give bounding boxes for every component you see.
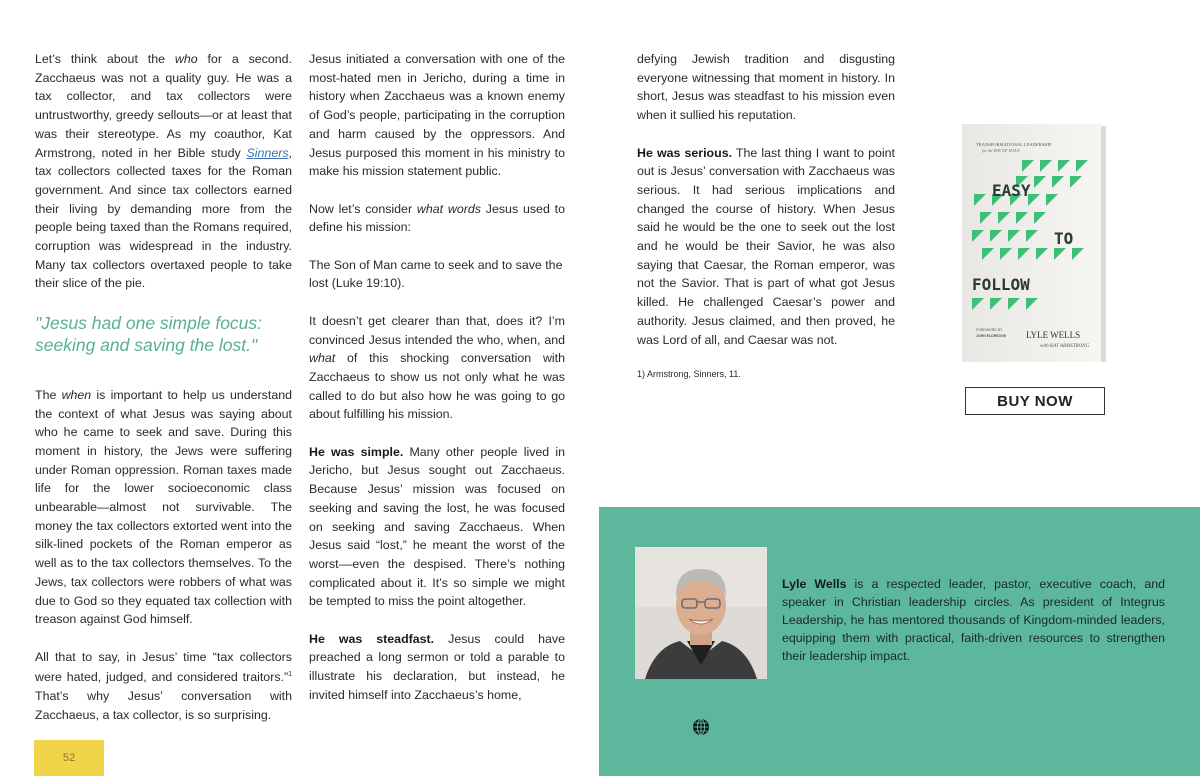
- svg-text:for the WAY OF JESUS: for the WAY OF JESUS: [982, 148, 1020, 153]
- paragraph: Now let’s consider what words Jesus used to define his mission:: [309, 201, 565, 235]
- paragraph: defying Jewish tradition and disgusting everyone witnessing that moment in history. In short, Jesus was steadfast to his mission even when it sullied his reputation.: [637, 52, 895, 123]
- svg-text:TO: TO: [1054, 229, 1074, 248]
- article-column-2: [309, 50, 565, 723]
- footnote-marker: 1: [288, 671, 292, 679]
- globe-icon[interactable]: [692, 718, 710, 736]
- book-cover-image[interactable]: [962, 124, 1106, 362]
- svg-text:FOREWORD BY: FOREWORD BY: [976, 328, 1003, 332]
- paragraph: He was simple. Many other people lived in Jericho, but Jesus sought out Zacchaeus. Because Jesus’ mission was focused on seeking and saving the lost, he was focused on seeking and saving Zacchaeus. When Jesus said “lost,” he meant the worst of the worst––even the despised. There’s nothing complicated about it. It’s so simple we might be tempted to miss the point altogether.: [309, 444, 566, 609]
- article-column-3: [637, 50, 895, 380]
- paragraph: Let’s think about the who for a second. Zacchaeus was not a quality guy. He was a tax collector, and tax collectors were untrustworthy, greedy sellouts—or at least that was their stereotype. As my coauthor, Kat Armstrong, noted in her Bible study Sinners, tax collectors collected taxes for the Roman government. And since tax collectors earned their living by demanding more from the people being taxed than the Romans required, corruption was widespread in the industry. Many tax collectors overtaxed people to take their slice of the pie.: [35, 52, 292, 291]
- paragraph: He was steadfast. Jesus could have preached a long sermon or told a parable to illustrate his declaration, but instead, he invited himself into Zacchaeus’s home,: [309, 631, 565, 702]
- footnote: 1) Armstrong, Sinners, 11.: [637, 368, 741, 379]
- author-name: Lyle Wells: [782, 577, 847, 591]
- svg-text:LYLE WELLS: LYLE WELLS: [1026, 330, 1081, 340]
- paragraph: The when is important to help us understand the context of what Jesus was saying about who he came to seek and save. During this moment in history, the Jews were suffering under Roman oppression. Roman taxes made life for the lower socioeconomic class unbearable—almost not survivable. The money the tax collectors extorted went into the silk-lined pockets of the Roman emperor as well as to the tax collectors themselves. To the Jews, tax collectors were robbers of what was due to God so they equated tax collection with treason against God himself.: [35, 387, 292, 627]
- scripture-quote: The Son of Man came to seek and to save the lost (Luke 19:10).: [309, 257, 563, 291]
- paragraph: It doesn’t get clearer than that, does it? I’m convinced Jesus intended the who, when, and what of this shocking conversation with Zacchaeus to show us not only what he was called to do but also how he was going to go about fulfilling his mission.: [309, 313, 565, 422]
- svg-text:with KAT ARMSTRONG: with KAT ARMSTRONG: [1040, 344, 1090, 349]
- svg-text:EASY: EASY: [992, 181, 1031, 200]
- pull-quote: "Jesus had one simple focus: seeking and saving the lost.": [35, 312, 263, 355]
- article-column-1: [35, 50, 292, 743]
- author-photo: [635, 547, 767, 679]
- buy-now-button[interactable]: BUY NOW: [965, 387, 1105, 415]
- svg-text:JOHN ELDREDGE: JOHN ELDREDGE: [976, 334, 1007, 338]
- paragraph: Jesus initiated a conversation with one of the most-hated men in Jericho, during a time in history when Zacchaeus was a known enemy of God’s people, participating in the corruption and harm caused by the oppressors. And Jesus purposed this moment in his ministry to make his mission statement public.: [309, 52, 565, 179]
- svg-text:FOLLOW: FOLLOW: [972, 275, 1030, 294]
- sinners-link[interactable]: Sinners: [246, 145, 289, 160]
- page-number: 52: [34, 740, 104, 776]
- paragraph: He was serious. The last thing I want to point out is Jesus’ conversation with Zacchaeus was serious. It had serious implications and changed the course of history. When Jesus said he would be the one to seek out the lost and he would be their Savior, he was also saying that Caesar, the Roman emperor, was not the Savior. That is part of what got Jesus killed. He challenged Caesar’s power and authority. Jesus claimed, and then proved, he was Lord of all, and Caesar was not.: [637, 145, 895, 347]
- author-bio: Lyle Wells is a respected leader, pastor, executive coach, and speaker in Christian leadership circles. As president of Integrus Leadership, he has mentored thousands of Kingdom-minded leaders, equipping them with practical, faith-driven resources to strengthen their leadership impact.: [782, 577, 1165, 663]
- svg-text:TRANSFORMATIONAL LEADERSHIP: TRANSFORMATIONAL LEADERSHIP: [976, 142, 1052, 147]
- paragraph: All that to say, in Jesus’ time “tax collectors were hated, judged, and considered traitors.”$^1$ That’s why Jesus’ conversation with Zacchaeus, a tax collector, is so surprising.: [35, 649, 292, 722]
- author-bio-panel: [599, 507, 1200, 776]
